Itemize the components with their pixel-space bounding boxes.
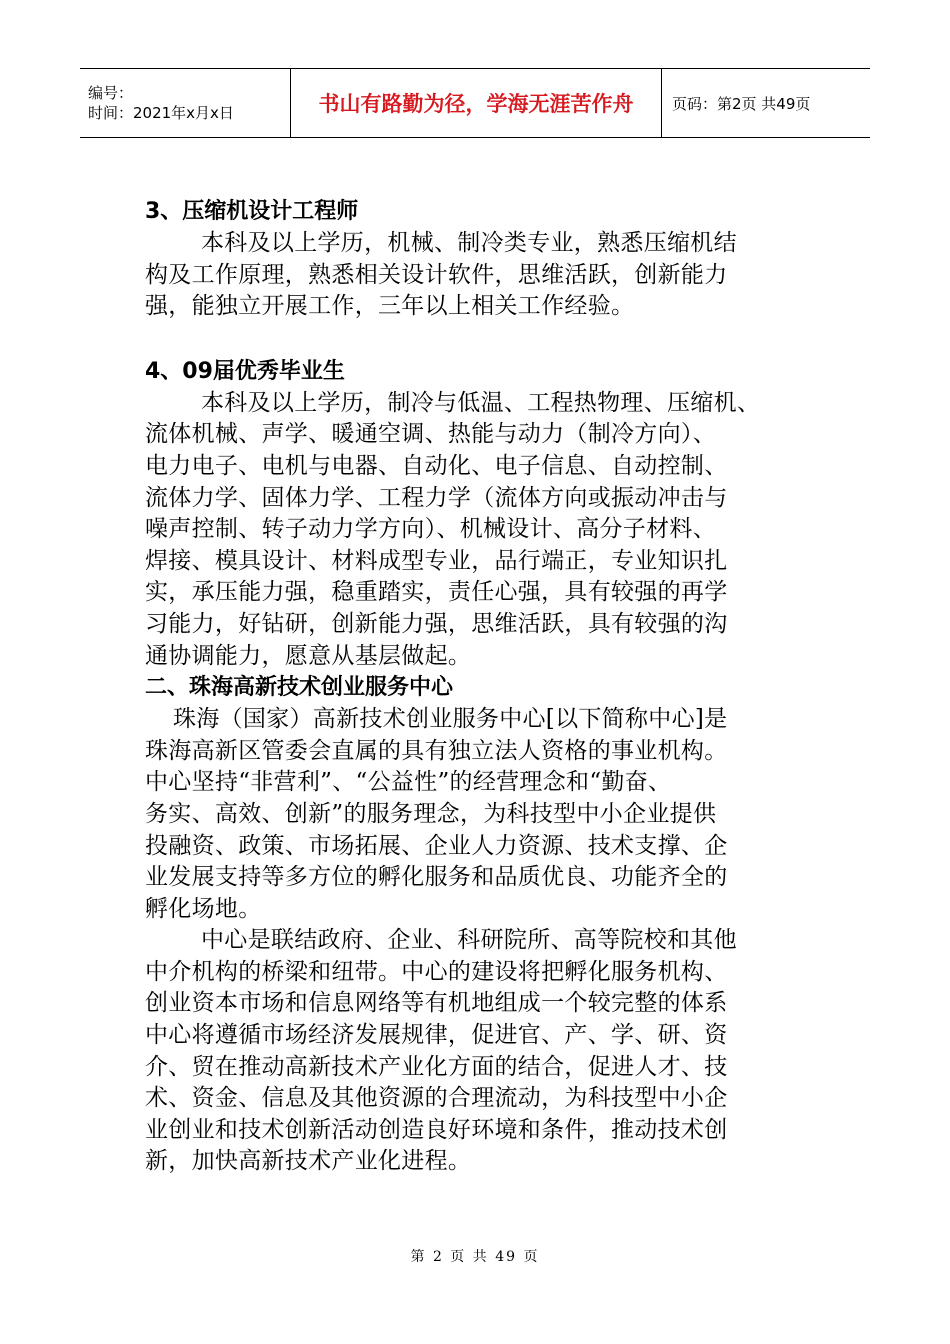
text-line: 本科及以上学历，制冷与低温、工程热物理、压缩机、: [201, 389, 761, 416]
text-line: 新，加快高新技术产业化进程。: [145, 1148, 472, 1175]
text-line: 孵化场地。: [145, 895, 262, 922]
text-line: 焊接、模具设计、材料成型专业，品行端正，专业知识扎: [145, 547, 728, 574]
text-line: 珠海高新区管委会直属的具有独立法人资格的事业机构。: [145, 737, 728, 764]
text-line: 中心将遵循市场经济发展规律，促进官、产、学、研、资: [145, 1022, 728, 1049]
text-line: 术、资金、信息及其他资源的合理流动，为科技型中小企: [145, 1085, 728, 1112]
text-line: 务实、高效、创新”的服务理念，为科技型中小企业提供: [145, 800, 717, 827]
text-line: 构及工作原理，熟悉相关设计软件，思维活跃，创新能力: [145, 261, 728, 288]
header-motto: [291, 69, 662, 137]
text-line: 强，能独立开展工作，三年以上相关工作经验。: [145, 293, 635, 320]
text-line: 中心坚持“非营利”、“公益性”的经营理念和“勤奋、: [145, 769, 672, 796]
document-number-label: 编号：: [88, 84, 134, 102]
text-line: 业创业和技术创新活动创造良好环境和条件，推动技术创: [145, 1116, 728, 1143]
text-line: 业发展支持等多方位的孵化服务和品质优良、功能齐全的: [145, 864, 728, 891]
text-line: 投融资、政策、市场拓展、企业人力资源、技术支撑、企: [145, 832, 728, 859]
text-line: 流体力学、固体力学、工程力学（流体方向或振动冲击与: [145, 484, 728, 511]
text-line: 中心是联结政府、企业、科研院所、高等院校和其他: [201, 927, 737, 954]
paragraph: [145, 388, 815, 672]
text-line: 中介机构的桥梁和纽带。中心的建设将把孵化服务机构、: [145, 958, 728, 985]
text-line: 习能力，好钻研，创新能力强，思维活跃，具有较强的沟: [145, 610, 728, 637]
text-line: 介、贸在推动高新技术产业化方面的结合，促进人才、技: [145, 1053, 728, 1080]
page-header: [80, 68, 870, 138]
motto-text: 书山有路勤为径，学海无涯苦作舟: [318, 92, 634, 116]
section-heading: 4、09届优秀毕业生: [145, 358, 345, 384]
document-body: [145, 196, 815, 1178]
text-line: 珠海（国家）高新技术创业服务中心[以下简称中心]是: [173, 706, 728, 733]
footer-page-number: 第 2 页 共 49 页: [410, 1249, 540, 1265]
text-line: 实，承压能力强，稳重踏实，责任心强，具有较强的再学: [145, 579, 728, 606]
text-line: 噪声控制、转子动力学方向）、机械设计、高分子材料、: [145, 516, 716, 543]
header-page-info: [662, 69, 870, 137]
page-footer: [0, 1246, 950, 1266]
text-line: 本科及以上学历，机械、制冷类专业，熟悉压缩机结: [201, 230, 737, 256]
page-info-text: 页码：第2页 共49页: [672, 94, 811, 113]
section-heading: 3、压缩机设计工程师: [145, 199, 359, 224]
text-line: 通协调能力，愿意从基层做起。: [145, 642, 472, 669]
text-line: 流体机械、声学、暖通空调、热能与动力（制冷方向）、: [145, 421, 716, 448]
text-line: 创业资本市场和信息网络等有机地组成一个较完整的体系: [145, 990, 728, 1017]
paragraph: [145, 704, 815, 925]
paragraph: [145, 228, 815, 323]
text-line: 电力电子、电机与电器、自动化、电子信息、自动控制、: [145, 452, 728, 479]
header-meta: [80, 69, 291, 137]
paragraph: [145, 925, 815, 1178]
section-heading: 二、珠海高新技术创业服务中心: [145, 675, 454, 701]
document-time-label: 时间：2021年x月x日: [88, 104, 234, 122]
